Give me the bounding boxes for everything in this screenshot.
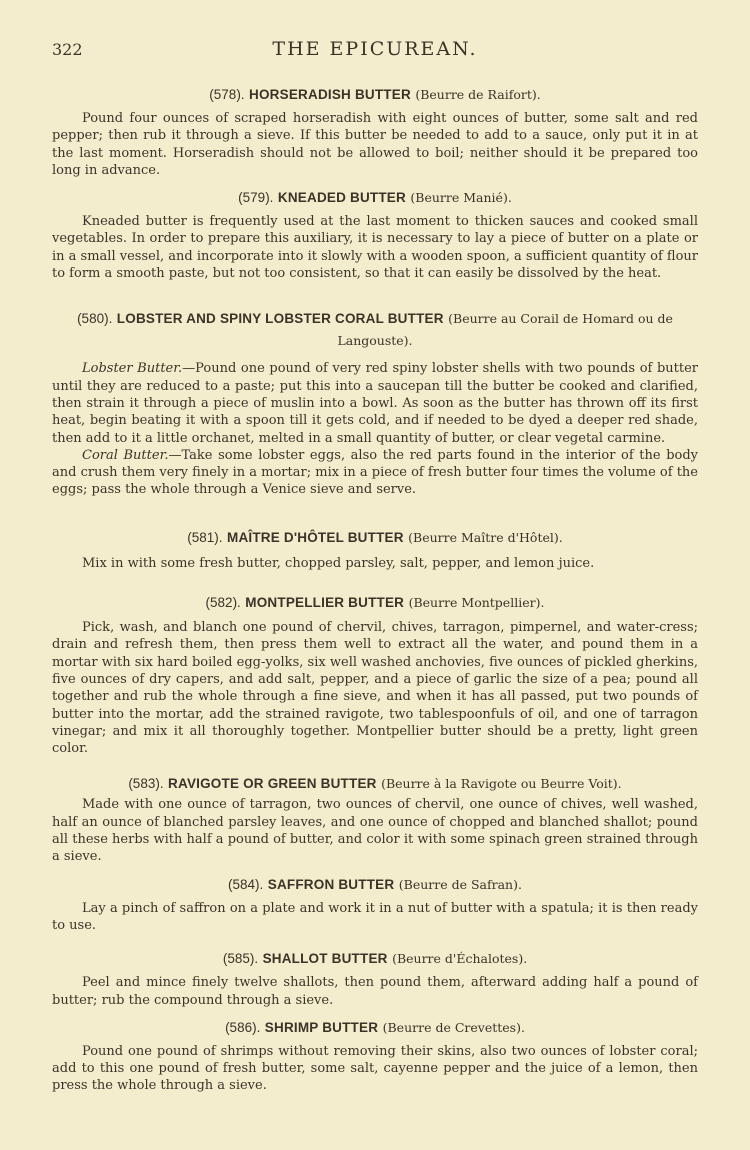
paragraph-text: Pound four ounces of scraped horseradish with eight ounces of butter, some salt and red pepper; then rub it through a sieve. If this butter be needed to add to a sauce, only put it in at the last moment. Horseradish should not be allowed to boil; neither should it be prepared too long in advance. xyxy=(52,111,698,178)
paragraph-text: Made with one ounce of tarragon, two ounces of chervil, one ounce of chives, well washed, half an ounce of blanched parsley leaves, and one ounce of chopped and blanched shallot; pound all these herbs with half a pound of butter, and color it with some spinach green strained through a sieve. xyxy=(52,797,698,865)
recipe-number: (580). xyxy=(77,311,113,327)
recipe-number: (584). xyxy=(228,876,264,892)
recipe-title: MONTPELLIER BUTTER xyxy=(245,595,405,611)
recipe-heading xyxy=(52,308,698,352)
paragraph-text: —Take some lobster eggs, also the red parts found in the interior of the body and crush them very finely in a mortar; mix in a piece of fresh butter four times the volume of the eggs; pass the whole through a Venice sieve and serve. xyxy=(52,447,699,498)
recipe-heading xyxy=(52,1019,698,1037)
recipe-title: KNEADED BUTTER xyxy=(277,190,406,206)
recipe-number: (581). xyxy=(187,529,223,545)
recipe-paragraph xyxy=(52,447,698,499)
recipe-paragraph xyxy=(52,619,698,757)
recipe-581 xyxy=(52,529,698,572)
recipe-heading xyxy=(52,86,698,104)
recipe-french-title: (Beurre au Corail de Homard ou de Langouste). xyxy=(337,311,673,349)
recipe-french-title: (Beurre d'Échalotes). xyxy=(392,951,528,967)
recipe-583 xyxy=(52,775,698,865)
recipe-heading xyxy=(52,189,698,207)
recipe-french-title: (Beurre de Safran). xyxy=(398,876,522,892)
recipe-french-title: (Beurre Montpellier). xyxy=(408,595,545,611)
page-content xyxy=(52,86,698,1095)
recipe-heading xyxy=(52,950,698,968)
paragraph-lead: Coral Butter. xyxy=(82,447,169,463)
recipe-paragraph xyxy=(52,1043,698,1095)
recipe-heading xyxy=(52,594,698,612)
recipe-french-title: (Beurre à la Ravigote ou Beurre Voit). xyxy=(381,776,622,792)
recipe-number: (582). xyxy=(205,595,241,611)
recipe-title: HORSERADISH BUTTER xyxy=(249,87,411,102)
recipe-heading xyxy=(52,529,698,547)
paragraph-text: Pick, wash, and blanch one pound of chervil, chives, tarragon, pimpernel, and water-cress; drain and refresh them, then press them well to extract all the water, and pound them in a mortar with six hard boiled egg-yolks, six well washed anchovies, five ounces of pickled gherkins, five ounces of dry capers, and add salt, pepper, and a piece of garlic the size of a pea; pound all together and rub the whole through a fine sieve, and when it has all passed, put two pounds of butter into the mortar, add the strained ravigote, two tablespoonfuls of oil, and one of tarragon vinegar; and mix it all thoroughly together. Montpellier butter should be a pretty, light green color. xyxy=(52,620,698,757)
recipe-paragraph xyxy=(52,213,698,282)
recipe-heading xyxy=(52,775,698,793)
page-header xyxy=(52,38,698,62)
paragraph-text: Peel and mince finely twelve shallots, then pound them, afterward adding half a pound of butter; rub the compound through a sieve. xyxy=(52,975,698,1008)
recipe-paragraph xyxy=(52,796,698,865)
recipe-french-title: (Beurre Manié). xyxy=(410,190,512,206)
recipe-586 xyxy=(52,1019,698,1095)
recipe-french-title: (Beurre de Raifort). xyxy=(415,87,541,102)
recipe-578 xyxy=(52,86,698,179)
recipe-french-title: (Beurre de Crevettes). xyxy=(382,1019,525,1035)
recipe-584 xyxy=(52,876,698,935)
recipe-number: (579). xyxy=(238,190,274,206)
paragraph-text: —Pound one pound of very red spiny lobster shells with two pounds of butter until they are reduced to a paste; put this into a saucepan till the butter be cooked and clarified, then strain it through a piece of muslin into a bowl. As soon as the butter has thrown off its first heat, begin beating it with a spoon till it gets cold, and if needed to be dyed a deeper red shade, then add to it a little orchanet, melted in a small quantity of butter, or clear vegetal carmine. xyxy=(52,361,698,446)
recipe-heading xyxy=(52,876,698,894)
recipe-paragraph xyxy=(52,974,698,1009)
recipe-title: RAVIGOTE OR GREEN BUTTER xyxy=(168,776,377,792)
recipe-title: SHRIMP BUTTER xyxy=(264,1019,379,1035)
recipe-number: (583). xyxy=(128,776,164,792)
recipe-paragraph xyxy=(52,555,698,572)
paragraph-lead: Lobster Butter. xyxy=(82,361,183,377)
recipe-french-title: (Beurre Maître d'Hôtel). xyxy=(408,529,563,545)
recipe-paragraph xyxy=(52,360,698,446)
recipe-number: (585). xyxy=(222,951,259,967)
recipe-585 xyxy=(52,950,698,1009)
recipe-title: LOBSTER AND SPINY LOBSTER CORAL BUTTER xyxy=(116,311,444,327)
paragraph-text: Mix in with some fresh butter, chopped parsley, salt, pepper, and lemon juice. xyxy=(82,555,595,571)
recipe-number: (578). xyxy=(209,87,245,102)
recipe-580 xyxy=(52,308,698,498)
recipe-title: SAFFRON BUTTER xyxy=(267,876,395,892)
recipe-582 xyxy=(52,594,698,757)
running-title: THE EPICUREAN. xyxy=(272,38,478,60)
recipe-title: SHALLOT BUTTER xyxy=(262,951,388,967)
page-number: 322 xyxy=(52,40,83,59)
recipe-579 xyxy=(52,189,698,282)
paragraph-text: Kneaded butter is frequently used at the last moment to thicken sauces and cooked small vegetables. In order to prepare this auxiliary, it is necessary to lay a piece of butter on a plate or in a small vessel, and incorporate into it slowly with a wooden spoon, a sufficient quantity of flour to form a smooth paste, but not too consistent, so that it can easily be dissolved by the heat. xyxy=(52,214,698,282)
paragraph-text: Lay a pinch of saffron on a plate and work it in a nut of butter with a spatula; it is then ready to use. xyxy=(52,900,698,933)
recipe-paragraph xyxy=(52,110,698,179)
paragraph-text: Pound one pound of shrimps without removing their skins, also two ounces of lobster coral; add to this one pound of fresh butter, some salt, cayenne pepper and the juice of a lemon, then press the whole through a sieve. xyxy=(52,1043,698,1094)
recipe-paragraph xyxy=(52,900,698,935)
recipe-title: MAÎTRE D'HÔTEL BUTTER xyxy=(227,529,404,545)
recipe-number: (586). xyxy=(225,1019,261,1035)
